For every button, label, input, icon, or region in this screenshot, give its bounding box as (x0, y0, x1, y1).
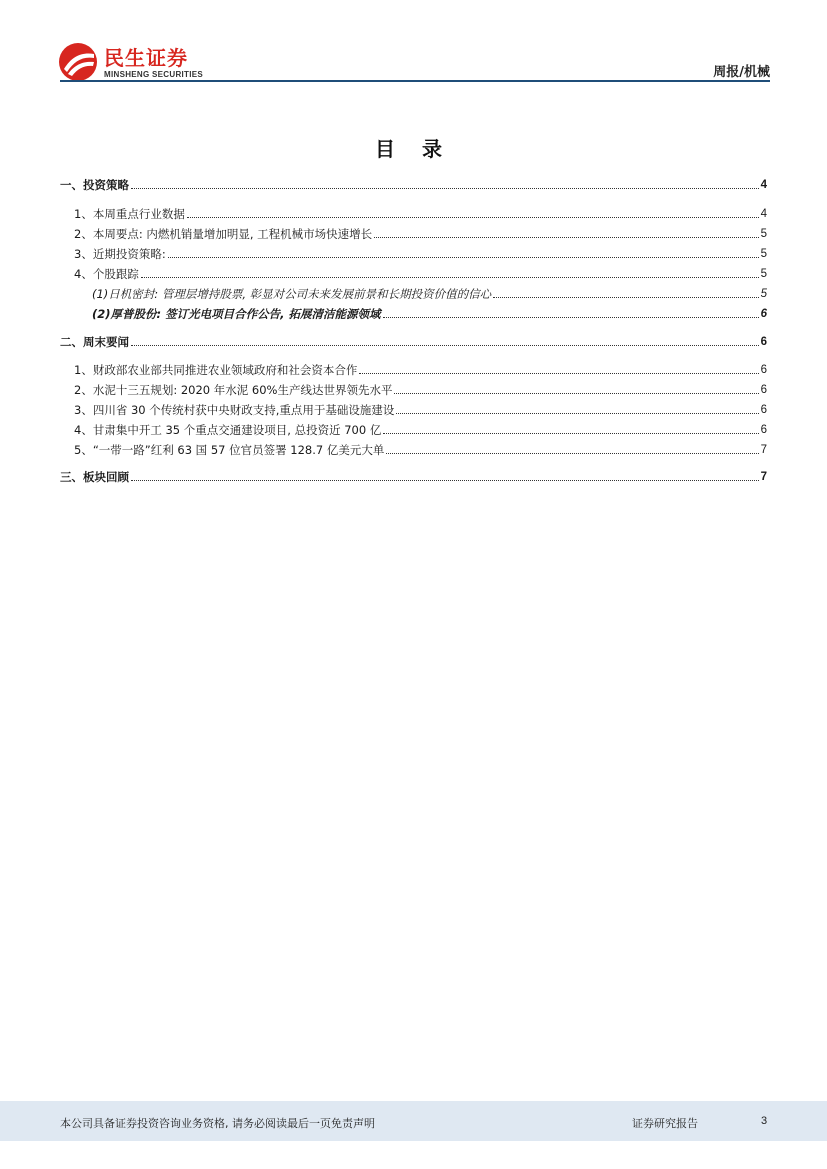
toc-entry[interactable] (60, 421, 767, 439)
logo-text-en: MINSHENG SECURITIES (104, 70, 204, 79)
toc-entry-page: 7 (760, 471, 767, 483)
page-number: 3 (761, 1115, 768, 1127)
toc-entry-text: 4、个股跟踪 (74, 267, 139, 281)
toc-title: 目 录 (375, 137, 452, 161)
toc-entry[interactable] (60, 245, 767, 263)
toc-entry-page: 6 (760, 384, 767, 396)
toc-entry-page: 7 (760, 444, 767, 456)
toc-entry-text: 2、本周要点: 内燃机销量增加明显, 工程机械市场快速增长 (74, 227, 373, 241)
toc-leader-dots (386, 452, 758, 454)
footer-disclaimer: 本公司具备证券投资咨询业务资格, 请务必阅读最后一页免责声明 (60, 1117, 375, 1130)
company-logo (58, 40, 218, 84)
toc-leader-dots (394, 392, 758, 394)
toc-entry-page: 6 (760, 308, 767, 320)
toc-entry-page: 5 (760, 248, 767, 260)
toc-entry-page: 6 (760, 364, 767, 376)
toc-entry-text: 2、水泥十三五规划: 2020 年水泥 60%生产线达世界领先水平 (74, 383, 393, 397)
toc-entry-page: 4 (760, 179, 767, 191)
toc-entry[interactable] (60, 441, 767, 459)
toc-entry[interactable] (60, 361, 767, 379)
toc-entry-text: 二、周末要闻 (60, 335, 129, 349)
toc-entry-text: 4、甘肃集中开工 35 个重点交通建设项目, 总投资近 700 亿 (74, 423, 382, 437)
toc-entry[interactable] (60, 225, 767, 243)
report-category-tag: 周报/机械 (713, 65, 770, 80)
toc-entry[interactable] (60, 381, 767, 399)
toc-leader-dots (131, 479, 759, 481)
toc-entry-text: (2)厚普股份: 签订光电项目合作公告, 拓展清洁能源领域 (92, 307, 381, 321)
toc-entry-section-3[interactable] (60, 468, 767, 486)
toc-leader-dots (168, 256, 759, 258)
toc-leader-dots (396, 412, 758, 414)
toc-leader-dots (187, 216, 759, 218)
toc-leader-dots (131, 344, 759, 346)
toc-entry-text: 三、板块回顾 (60, 470, 129, 484)
toc-entry-page: 6 (760, 336, 767, 348)
toc-leader-dots (493, 296, 758, 298)
header-divider (60, 80, 770, 82)
toc-leader-dots (383, 432, 758, 434)
toc-entry-page: 5 (760, 228, 767, 240)
toc-entry-page: 4 (760, 208, 767, 220)
toc-entry-text: 3、四川省 30 个传统村获中央财政支持,重点用于基础设施建设 (74, 403, 395, 417)
toc-entry-page: 6 (760, 424, 767, 436)
toc-entry-text: 1、本周重点行业数据 (74, 207, 185, 221)
toc-entry-text: 5、“一带一路”红利 63 国 57 位官员签署 128.7 亿美元大单 (74, 443, 385, 457)
logo-text-cn: 民生证券 (104, 46, 188, 70)
toc-entry-text: 3、近期投资策略: (74, 247, 166, 261)
toc-entry-text: (1)日机密封: 管理层增持股票, 彰显对公司未来发展前景和长期投资价值的信心 (92, 287, 492, 301)
toc-entry[interactable] (60, 265, 767, 283)
toc-leader-dots (374, 236, 758, 238)
minsheng-logo-icon (58, 42, 98, 82)
toc-entry-page: 5 (760, 288, 767, 300)
page-footer (0, 1101, 827, 1141)
footer-report-type: 证券研究报告 (632, 1117, 698, 1130)
toc-leader-dots (383, 316, 759, 318)
toc-entry-text: 1、财政部农业部共同推进农业领域政府和社会资本合作 (74, 363, 358, 377)
toc-leader-dots (359, 372, 758, 374)
toc-leader-dots (131, 187, 759, 189)
toc-entry[interactable] (60, 205, 767, 223)
toc-entry-text: 一、投资策略 (60, 178, 129, 192)
page-header (0, 0, 827, 90)
toc-entry[interactable] (60, 401, 767, 419)
toc-entry-page: 5 (760, 268, 767, 280)
toc-leader-dots (141, 276, 759, 278)
toc-entry[interactable] (60, 305, 767, 323)
toc-entry-section-1[interactable] (60, 176, 767, 194)
toc-entry[interactable] (60, 285, 767, 303)
toc-entry-page: 6 (760, 404, 767, 416)
toc-entry-section-2[interactable] (60, 333, 767, 351)
